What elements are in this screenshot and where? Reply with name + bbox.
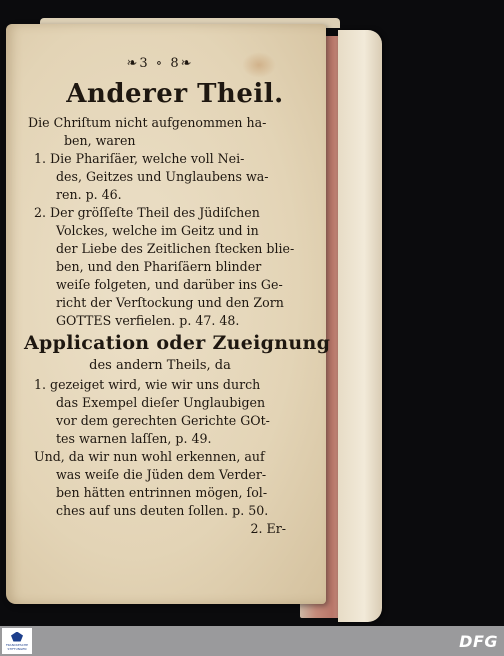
institution-logo[interactable] — [2, 628, 32, 654]
logo-label: FRANCKESCHE STIFTUNGEN — [5, 642, 29, 651]
text-line: ben, waren — [64, 133, 136, 148]
text-line: 1. Die Phariſäer, welche voll Nei- — [34, 151, 245, 166]
text-line: was weiſe die Jüden dem Verder- — [56, 467, 267, 482]
logo-icon — [11, 632, 23, 642]
viewer-footer — [0, 626, 504, 656]
text-line: der Liebe des Zeitlichen ſtecken blie- — [56, 241, 295, 256]
text-line: ben hätten entrinnen mögen, ſol- — [56, 485, 268, 500]
text-line: tes warnen laſſen, p. 49. — [56, 431, 212, 446]
text-line: ches auf uns deuten ſollen. p. 50. — [56, 503, 269, 518]
text-line: richt der Verſtockung und den Zorn — [56, 295, 284, 310]
text-line: Volckes, welche im Geitz und in — [56, 223, 259, 238]
book-page — [6, 24, 331, 604]
text-line: weiſe folgeten, und darüber ins Ge- — [56, 277, 283, 292]
text-line: ren. p. 46. — [56, 187, 122, 202]
header-ornament: ❧3 ∘ 8❧ — [126, 56, 194, 71]
text-line: 2. Der gröſſeſte Theil des Jüdiſchen — [34, 205, 260, 220]
dfg-logo[interactable]: DFG — [459, 632, 498, 651]
section-title: Application oder Zueignung — [24, 332, 331, 354]
catchword: 2. Er- — [250, 521, 286, 536]
text-line: 1. gezeiget wird, wie wir uns durch — [34, 377, 261, 392]
text-line: vor dem gerechten Gerichte GOt- — [56, 413, 270, 428]
book-cover — [338, 30, 382, 622]
text-line: des, Geitzes und Unglaubens wa- — [56, 169, 269, 184]
text-line: Die Chriſtum nicht aufgenommen ha- — [28, 115, 267, 130]
text-line: GOTTES verfielen. p. 47. 48. — [56, 313, 240, 328]
text-line: das Exempel dieſer Unglaubigen — [56, 395, 266, 410]
page-text — [24, 54, 331, 538]
text-line: ben, und den Phariſäern blinder — [56, 259, 262, 274]
page-heading: Anderer Theil. — [66, 79, 284, 109]
text-line: Und, da wir nun wohl erkennen, auf — [34, 449, 265, 464]
section-subtitle: des andern Theils, da — [89, 358, 231, 373]
